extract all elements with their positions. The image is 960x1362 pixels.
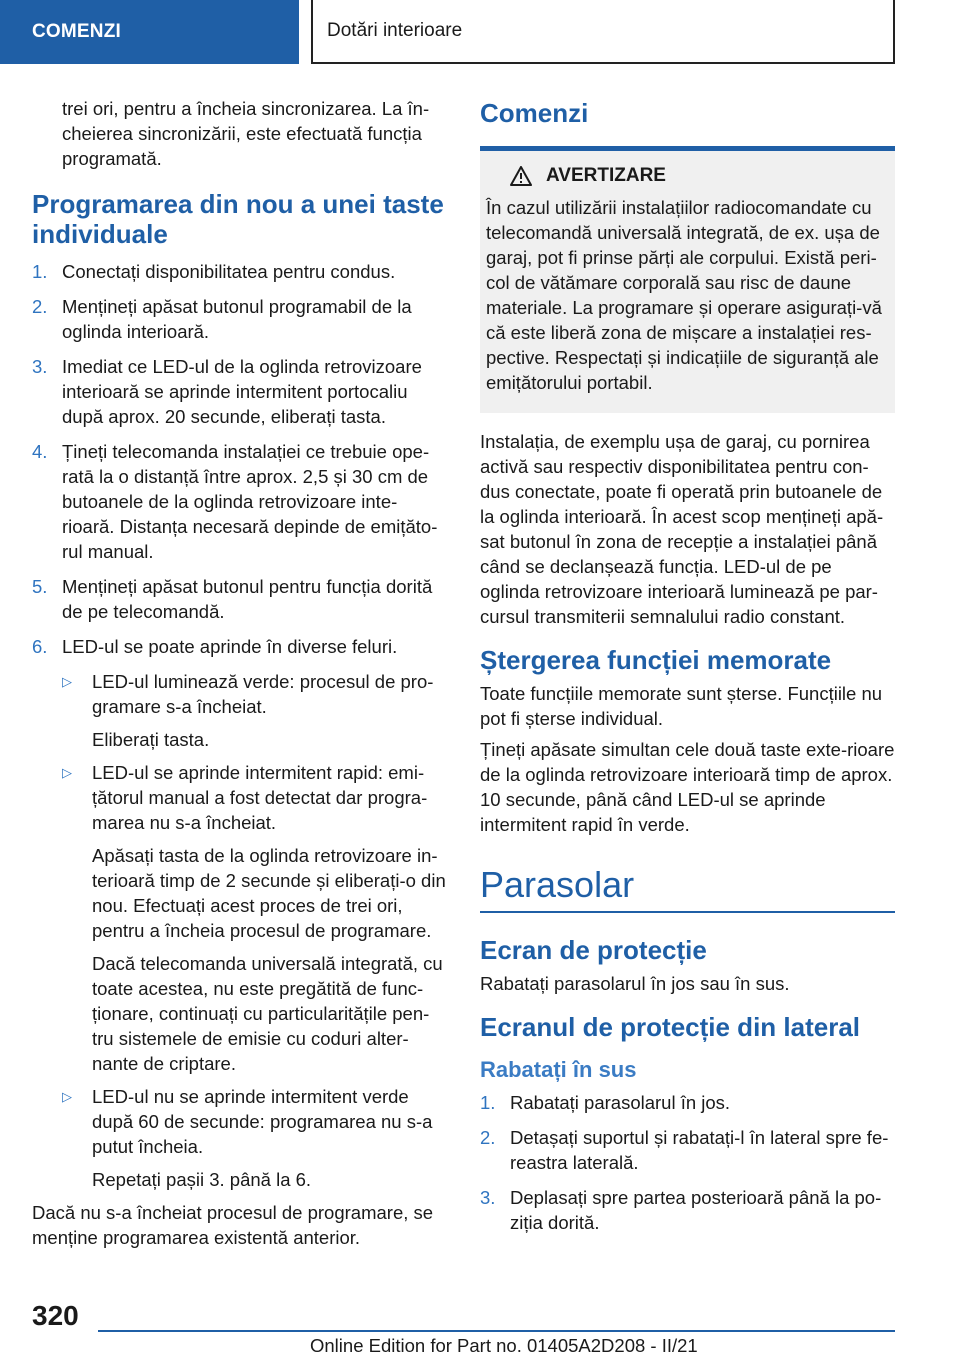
step-number: 3.: [32, 356, 48, 377]
heading-fold-up: Rabatați în sus: [480, 1057, 637, 1082]
list-item: [32, 634, 448, 659]
step-number: 4.: [32, 441, 48, 462]
heading-reprogram: Programarea din nou a unei taste individuale: [32, 189, 444, 249]
right-column: [480, 96, 895, 1235]
list-item: [32, 259, 448, 284]
bullet-item: [32, 669, 448, 752]
warning-title: AVERTIZARE: [546, 165, 666, 186]
bullet-text: LED-ul luminează verde: procesul de pro-gramare s-a încheiat.: [92, 671, 434, 717]
intro-text: trei ori, pentru a încheia sincronizarea. La în- cheierea sincronizării, este efectuată funcția programată.: [62, 98, 430, 169]
bullet-note: Dacă telecomanda universală integrată, cu toate acestea, nu este pregătită de func-ționare, continuați cu particularitățile pen-tru sistemele de emisie cu coduri alter-nante de criptare.: [92, 953, 443, 1074]
bullet-text: LED-ul se aprinde intermitent rapid: emi-țătorul manual a fost detectat dar progra-marea nu s-a încheiat.: [92, 762, 428, 833]
heading-controls: Comenzi: [480, 98, 589, 128]
triangle-bullet-icon: ▷: [62, 765, 72, 780]
left-column: [32, 96, 448, 1250]
step-number: 3.: [480, 1187, 496, 1208]
step-number: 6.: [32, 636, 48, 657]
section-title-box: [311, 0, 895, 64]
step-number: 1.: [32, 261, 48, 282]
step-number: 2.: [480, 1127, 496, 1148]
list-item: [32, 354, 448, 429]
page-number: 320: [32, 1300, 79, 1331]
list-item: [32, 294, 448, 344]
footer-divider: [98, 1330, 895, 1332]
warning-box: [480, 146, 895, 413]
chapter-tab-label: COMENZI: [32, 21, 122, 42]
step-number: 1.: [480, 1092, 496, 1113]
heading-side-visor: Ecranul de protecție din lateral: [480, 1012, 860, 1042]
closing-text: Dacă nu s-a încheiat procesul de programare, se menține programarea existentă anterior.: [32, 1202, 434, 1248]
triangle-bullet-icon: ▷: [62, 674, 72, 689]
step-text: Țineți telecomanda instalației ce trebuie ope-ratā la o distanță între aprox. 2,5 și 30 cm de butoanele de la oglinda retrovizoare inte-rioară. Distanța necesară depinde de emițăto-rul manual.: [62, 441, 438, 562]
section-title-parasolar: Parasolar: [480, 864, 635, 905]
bullet-note: Eliberați tasta.: [92, 729, 210, 750]
list-item: [32, 439, 448, 564]
heading-delete: Ștergerea funcției memorate: [480, 645, 832, 675]
triangle-bullet-icon: ▷: [62, 1089, 72, 1104]
heading-sun-visor: Ecran de protecție: [480, 935, 707, 965]
paragraph: Țineți apăsate simultan cele două taste exte-rioare de la oglinda retrovizoare interioară timp de aprox. 10 secunde, până când LED-ul se aprinde intermitent rapid în verde.: [480, 739, 895, 835]
edition-text: Online Edition for Part no. 01405A2D208 - II/21: [310, 1335, 698, 1356]
list-item: [32, 574, 448, 624]
step-text: LED-ul se poate aprinde în diverse feluri.: [62, 636, 398, 657]
step-text: Mențineți apăsat butonul programabil de la oglinda interioară.: [62, 296, 412, 342]
bullet-note: Apăsați tasta de la oglinda retrovizoare in-terioară timp de 2 secunde și eliberați-o din nou. Efectuați acest proces de trei ori, pentru a încheia procesul de programare.: [92, 845, 446, 941]
chapter-tab[interactable]: [0, 0, 299, 64]
bullet-item: [32, 760, 448, 1076]
bullet-text: LED-ul nu se aprinde intermitent verde după 60 de secunde: programarea nu s-a putut încheia.: [92, 1086, 433, 1157]
step-number: 2.: [32, 296, 48, 317]
bullet-note: Repetați pașii 3. până la 6.: [92, 1169, 312, 1190]
warning-text: În cazul utilizării instalațiilor radiocomandate cu telecomandă universală integrată, de ex. ușa de garaj, pot fi prinse părți ale corpului. Există peri-col de vătămare corporală sau risc de daune materiale. La programare și operare asigurați-vă că este liberă zona de mișcare a instalației res-pective. Respectați și indicațiile de siguranță ale emițătorului portabil.: [486, 197, 882, 393]
paragraph: Rabatați parasolarul în jos sau în sus.: [480, 973, 790, 994]
section-heading: [480, 863, 895, 913]
step-text: Conectați disponibilitatea pentru condus.: [62, 261, 396, 282]
list-item: [480, 1125, 895, 1175]
step-text: Deplasați spre partea posterioară până la po-ziția dorită.: [510, 1187, 882, 1233]
paragraph: Toate funcțiile memorate sunt șterse. Funcțiile nu pot fi șterse individual.: [480, 683, 883, 729]
paragraph: Instalația, de exemplu ușa de garaj, cu pornirea activă sau respectiv disponibilitatea pentru con-dus conectate, poate fi operată prin butoanele de la oglinda interioară. În acest scop mențineți apă-sat butonul în zona de recepție a instalației până când se declanșează funcția. LED-ul de pe oglinda retrovizoare interioară luminează pe par-cursul transmiterii semnalului radio constant.: [480, 431, 884, 627]
bullet-item: [32, 1084, 448, 1192]
list-item: [480, 1185, 895, 1235]
step-text: Detașați suportul și rabatați-l în lateral spre fe-reastra laterală.: [510, 1127, 889, 1173]
warning-triangle-icon: [510, 166, 532, 186]
list-item: [480, 1090, 895, 1115]
step-text: Imediat ce LED-ul de la oglinda retrovizoare interioară se aprinde intermitent portocaliu după aprox. 20 secunde, eliberați tasta.: [62, 356, 422, 427]
section-title: Dotări interioare: [327, 20, 463, 41]
warning-header: [486, 165, 887, 187]
step-number: 5.: [32, 576, 48, 597]
step-text: Mențineți apăsat butonul pentru funcția dorită de pe telecomandă.: [62, 576, 433, 622]
step-text: Rabatați parasolarul în jos.: [510, 1092, 731, 1113]
